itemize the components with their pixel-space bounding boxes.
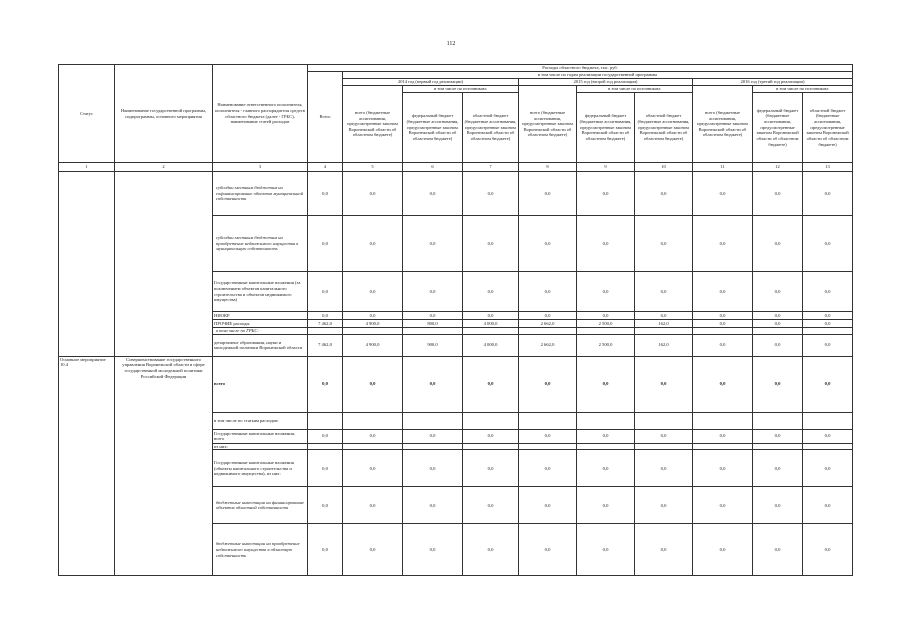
value-cell [693,443,753,450]
value-cell: 0,0 [403,356,463,412]
value-cell: 4 000,0 [463,320,519,328]
value-cell: 0,0 [403,312,463,320]
value-cell: 0,0 [577,487,635,524]
table-row [59,356,853,412]
value-cell: 0,0 [343,524,403,576]
value-cell: 0,0 [403,429,463,443]
value-cell [693,412,753,429]
value-cell: 0,0 [308,272,343,312]
table-row [59,172,853,216]
value-cell: 0,0 [308,172,343,216]
value-cell: 162,0 [635,334,693,356]
value-cell: 900,0 [403,334,463,356]
value-cell: 0,0 [308,312,343,320]
value-cell: 0,0 [803,312,853,320]
value-cell [753,328,803,335]
program-cell-empty [115,172,213,357]
value-cell [519,412,577,429]
value-cell: 0,0 [577,450,635,487]
value-cell: 0,0 [519,429,577,443]
value-cell: 0,0 [343,172,403,216]
value-cell: 0,0 [343,429,403,443]
value-cell [803,328,853,335]
value-cell [803,412,853,429]
value-cell: 800,0 [403,320,463,328]
value-cell: 0,0 [635,272,693,312]
header-2014-all: всего (бюджетные ассигнования, предусмотренные законом Воронежской области об областном бюджете) [343,86,403,163]
value-cell [519,328,577,335]
value-cell: 0,0 [803,429,853,443]
value-cell: 0,0 [577,272,635,312]
value-cell [308,412,343,429]
value-cell: 0,0 [519,487,577,524]
value-cell: 0,0 [753,312,803,320]
value-cell: 0,0 [403,216,463,272]
header-2016-regional: областной бюджет (бюджетные ассигнования, предусмотренные законом Воронежской области об областном бюджете) [803,93,853,163]
value-cell: 0,0 [693,272,753,312]
value-cell: 162,0 [635,320,693,328]
col-num: 6 [403,163,463,172]
row-label: в том числе по ГРБС: [213,328,308,335]
value-cell [343,328,403,335]
value-cell: 0,0 [308,356,343,412]
value-cell [577,328,635,335]
value-cell: 0,0 [803,172,853,216]
header-2016-federal: федеральный бюджет (бюджетные ассигнования, предусмотренные законом Воронежской области об областном бюджете) [753,93,803,163]
value-cell [343,443,403,450]
value-cell [519,443,577,450]
value-cell: 0,0 [577,216,635,272]
value-cell: 0,0 [343,356,403,412]
value-cell: 7 462,0 [308,334,343,356]
value-cell: 0,0 [693,450,753,487]
event-name: Совершенствование государственного управления Воронежской области в сфере государственной молодежной политики Российской Федерации [115,356,213,576]
col-num: 1 [59,163,115,172]
row-label: НИОКР [213,312,308,320]
value-cell [577,412,635,429]
value-cell: 0,0 [635,487,693,524]
col-num: 12 [753,163,803,172]
value-cell [463,443,519,450]
value-cell: 0,0 [753,320,803,328]
value-cell [403,443,463,450]
value-cell: 0,0 [803,334,853,356]
value-cell: 0,0 [803,524,853,576]
value-cell: 0,0 [693,356,753,412]
value-cell: 0,0 [308,524,343,576]
value-cell: 0,0 [308,450,343,487]
value-cell: 0,0 [463,524,519,576]
value-cell: 0,0 [635,429,693,443]
value-cell: 0,0 [803,487,853,524]
value-cell: 0,0 [803,272,853,312]
value-cell: 0,0 [308,429,343,443]
row-label: Государственные капитальные вложения (объекты капитального строительства и недвижимого имущества), из них: [213,450,308,487]
value-cell: 0,0 [693,312,753,320]
row-label: Государственные капитальные вложения (за исключением объектов капитального строительства и объектов недвижимого имущества) [213,272,308,312]
row-label: всего [213,356,308,412]
value-cell: 2 500,0 [577,320,635,328]
value-cell: 0,0 [577,312,635,320]
value-cell [753,412,803,429]
value-cell: 2 662,0 [519,320,577,328]
header-program-name: Наименование государственной программы, подпрограммы, основного мероприятия [115,65,213,163]
row-label: субсидии местным бюджетам на софинансирование объектов муниципальной собственности [213,172,308,216]
value-cell: 0,0 [577,356,635,412]
value-cell [693,328,753,335]
value-cell: 0,0 [343,487,403,524]
value-cell: 0,0 [635,450,693,487]
row-label: Государственные капитальные вложения, всего [213,429,308,443]
value-cell: 0,0 [753,172,803,216]
header-2015-all: всего (бюджетные ассигнования, предусмотренные законом Воронежской области об областном бюджете) [519,86,577,163]
value-cell: 0,0 [463,172,519,216]
value-cell: 0,0 [403,172,463,216]
value-cell: 0,0 [463,487,519,524]
value-cell [635,328,693,335]
value-cell: 0,0 [693,216,753,272]
budget-table [58,64,853,576]
col-num: 5 [343,163,403,172]
col-num: 13 [803,163,853,172]
header-2015-by-sources: в том числе по источникам: [577,86,693,93]
row-label: бюджетные инвестиции на финансирование объектов областной собственности [213,487,308,524]
value-cell: 0,0 [693,429,753,443]
value-cell: 0,0 [308,216,343,272]
value-cell: 0,0 [463,356,519,412]
value-cell: 0,0 [753,429,803,443]
header-2015-regional: областной бюджет (бюджетные ассигнования, предусмотренные законом Воронежской области об областном бюджете) [635,93,693,163]
value-cell: 0,0 [693,487,753,524]
header-2014-regional: областной бюджет (бюджетные ассигнования, предусмотренные законом Воронежской области об областном бюджете) [463,93,519,163]
header-total: Всего [308,72,343,163]
value-cell [463,328,519,335]
value-cell: 0,0 [753,272,803,312]
value-cell: 0,0 [803,356,853,412]
value-cell: 0,0 [308,487,343,524]
value-cell: 0,0 [343,312,403,320]
value-cell: 4 000,0 [463,334,519,356]
value-cell: 7 462,0 [308,320,343,328]
value-cell [577,443,635,450]
value-cell: 0,0 [403,450,463,487]
header-2015-federal: федеральный бюджет (бюджетные ассигнования, предусмотренные законом Воронежской области об областном бюджете) [577,93,635,163]
value-cell: 0,0 [519,450,577,487]
value-cell: 0,0 [693,334,753,356]
value-cell [753,443,803,450]
value-cell: 0,0 [693,320,753,328]
value-cell: 0,0 [463,272,519,312]
value-cell [308,328,343,335]
value-cell: 0,0 [343,272,403,312]
col-num: 8 [519,163,577,172]
header-status: Статус [59,65,115,163]
header-by-years: в том числе по годам реализации государственной программы [343,72,853,79]
value-cell: 0,0 [635,312,693,320]
value-cell: 0,0 [403,524,463,576]
header-2014-by-sources: в том числе по источникам: [403,86,519,93]
row-label: ПРОЧИЕ расходы [213,320,308,328]
value-cell: 0,0 [577,429,635,443]
value-cell: 0,0 [403,487,463,524]
value-cell: 0,0 [519,524,577,576]
value-cell [343,412,403,429]
value-cell: 0,0 [635,356,693,412]
header-expenses-title: Расходы областного бюджета, тыс. руб. [308,65,853,72]
value-cell: 0,0 [753,524,803,576]
value-cell: 0,0 [635,172,693,216]
value-cell: 0,0 [403,272,463,312]
event-status: Основное мероприятие 10.4 [59,356,115,576]
value-cell: 0,0 [463,429,519,443]
value-cell [635,443,693,450]
value-cell: 0,0 [753,356,803,412]
value-cell: 0,0 [635,216,693,272]
value-cell: 0,0 [753,216,803,272]
col-num: 11 [693,163,753,172]
value-cell: 0,0 [343,216,403,272]
row-label: департамент образования, науки и молодежной политики Воронежской области [213,334,308,356]
value-cell: 0,0 [635,524,693,576]
value-cell: 0,0 [753,487,803,524]
value-cell: 0,0 [519,172,577,216]
value-cell: 0,0 [519,272,577,312]
header-2014-federal: федеральный бюджет (бюджетные ассигнования, предусмотренные законом Воронежской области об областном бюджете) [403,93,463,163]
value-cell: 0,0 [693,524,753,576]
col-num: 9 [577,163,635,172]
header-year-2015: 2015 год (второй год реализации) [519,79,693,86]
header-2016-all: всего (бюджетные ассигнования, предусмотренные законом Воронежской области об областном бюджете) [693,86,753,163]
value-cell [308,443,343,450]
header-year-2014: 2014 год (первый год реализации) [343,79,519,86]
col-num: 2 [115,163,213,172]
value-cell [463,412,519,429]
value-cell: 0,0 [577,172,635,216]
value-cell: 0,0 [519,312,577,320]
value-cell: 0,0 [693,172,753,216]
value-cell [403,328,463,335]
col-num: 4 [308,163,343,172]
value-cell: 0,0 [753,334,803,356]
value-cell: 0,0 [577,524,635,576]
page-number: 112 [446,41,456,47]
value-cell: 0,0 [343,450,403,487]
value-cell: 0,0 [463,312,519,320]
value-cell [403,412,463,429]
row-label: бюджетные инвестиции на приобретение недвижимого имущества в областную собственность [213,524,308,576]
value-cell [635,412,693,429]
value-cell: 0,0 [519,216,577,272]
status-cell-empty [59,172,115,357]
value-cell: 2 500,0 [577,334,635,356]
value-cell: 0,0 [463,450,519,487]
value-cell: 0,0 [753,450,803,487]
row-label: в том числе по статьям расходов: [213,412,308,429]
row-label: из них: [213,443,308,450]
value-cell: 4 900,0 [343,320,403,328]
value-cell: 2 662,0 [519,334,577,356]
value-cell: 0,0 [803,320,853,328]
value-cell: 0,0 [519,356,577,412]
row-label: субсидии местным бюджетам на приобретение недвижимого имущества в муниципальную собственность [213,216,308,272]
value-cell: 0,0 [803,216,853,272]
col-num: 7 [463,163,519,172]
value-cell [803,443,853,450]
value-cell: 4 900,0 [343,334,403,356]
col-num: 3 [213,163,308,172]
value-cell: 0,0 [463,216,519,272]
header-2016-by-sources: в том числе по источникам: [753,86,853,93]
value-cell: 0,0 [803,450,853,487]
header-executor: Наименование ответственного исполнителя, исполнителя - главного распорядителя средств областного бюджета (далее - ГРБС), наименование статей расходов [213,65,308,163]
header-year-2016: 2016 год (третий год реализации) [693,79,853,86]
col-num: 10 [635,163,693,172]
